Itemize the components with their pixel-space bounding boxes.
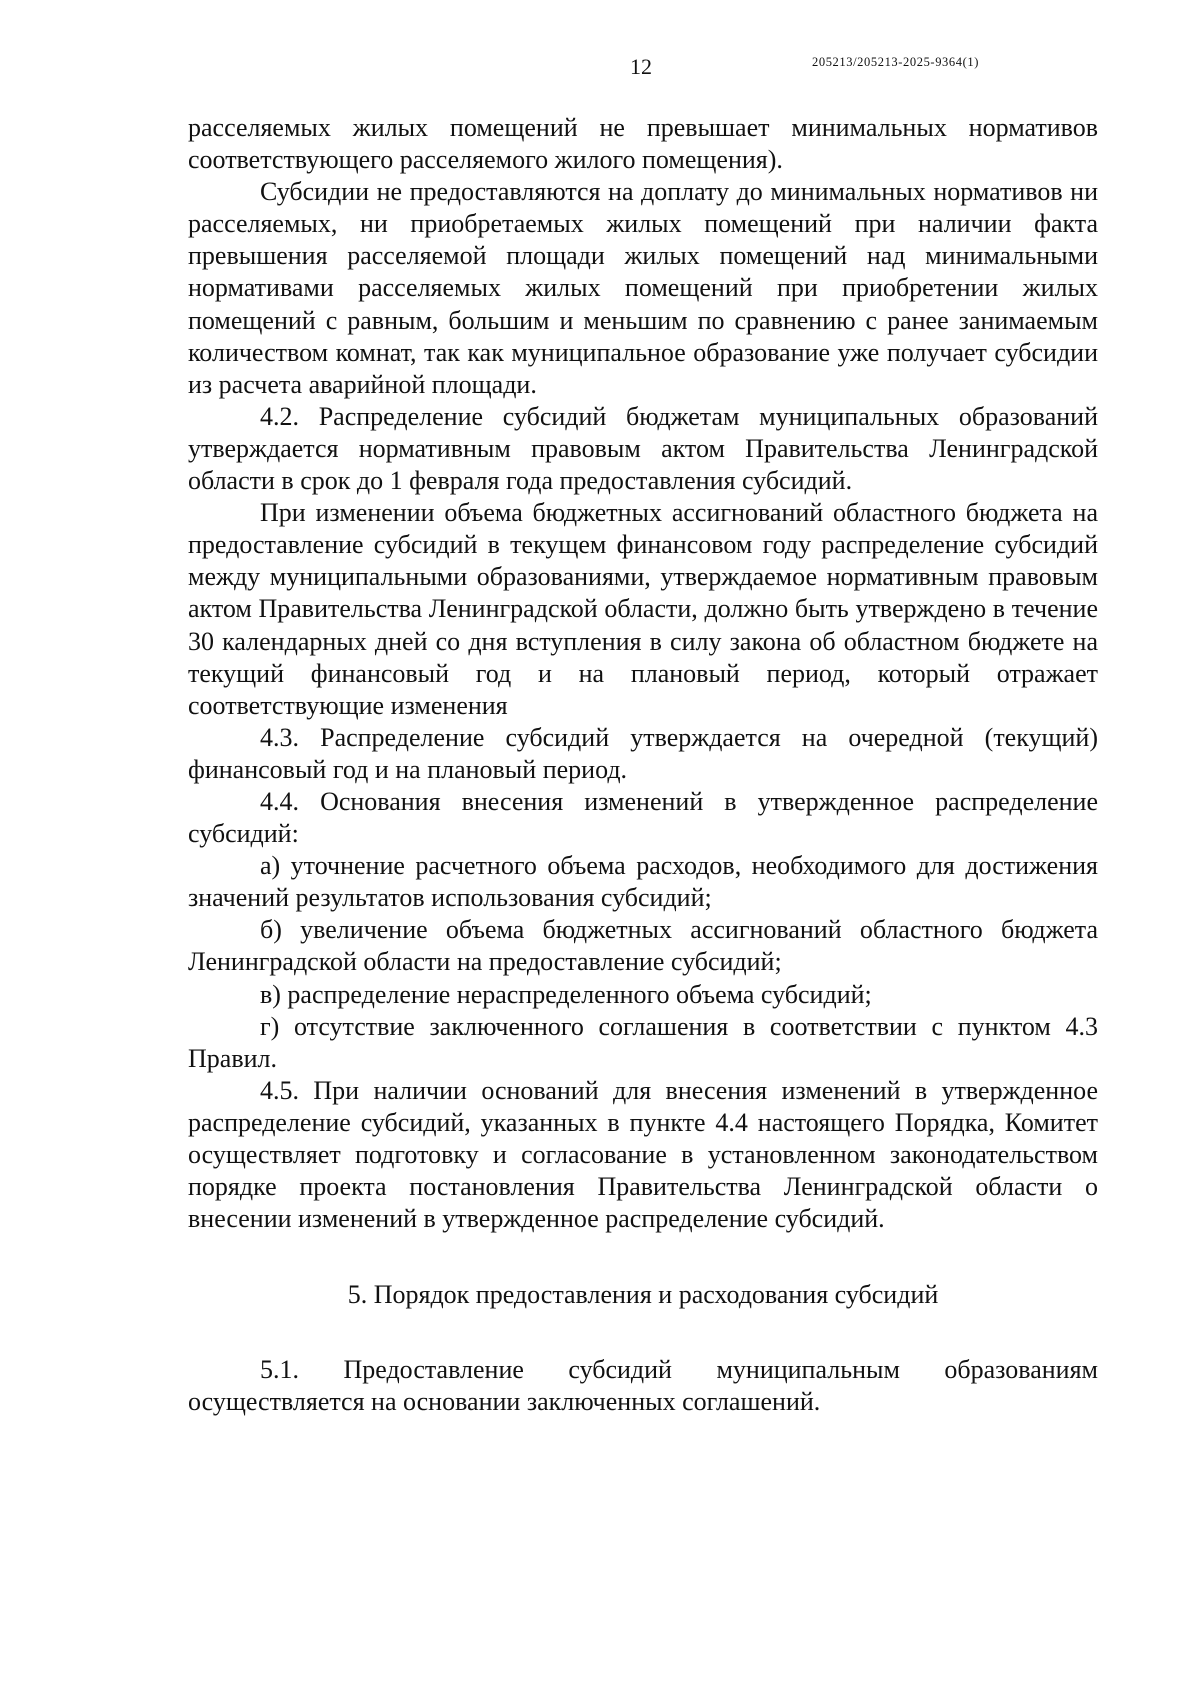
paragraph-4-4: 4.4. Основания внесения изменений в утвержденное распределение субсидий: xyxy=(188,786,1098,849)
section-heading: 5. Порядок предоставления и расходования субсидий xyxy=(347,1280,939,1310)
list-item-g: г) отсутствие заключенного соглашения в соответствии с пунктом 4.3 Правил. xyxy=(188,1011,1098,1073)
list-item-v: в) распределение нераспределенного объема субсидий; xyxy=(260,979,872,1009)
document-body xyxy=(188,112,1098,1418)
page-number: 12 xyxy=(630,54,652,79)
document-code: 205213/205213-2025-9364(1) xyxy=(812,55,979,69)
list-item-b: б) увеличение объема бюджетных ассигнований областного бюджета Ленинградской области на предоставление субсидий; xyxy=(188,915,1098,977)
paragraph-4-5: 4.5. При наличии оснований для внесения изменений в утвержденное распределение субсидий, указанных в пункте 4.4 настоящего Порядка, Комитет осуществляет подготовку и согласование в установленном законодательством порядке проекта постановления Правительства Ленинградской области о внесении изменений в утвержденное распределение субсидий. xyxy=(188,1075,1098,1234)
list-item-a: а) уточнение расчетного объема расходов, необходимого для достижения значений результатов использования субсидий; xyxy=(188,851,1098,913)
paragraph-4-2: 4.2. Распределение субсидий бюджетам муниципальных образований утверждается нормативным правовым актом Правительства Ленинградской области в срок до 1 февраля года предоставления субсидий. xyxy=(188,401,1098,496)
paragraph: расселяемых жилых помещений не превышает минимальных нормативов соответствующего расселяемого жилого помещения). xyxy=(188,113,1098,175)
paragraph: Субсидии не предоставляются на доплату до минимальных нормативов ни расселяемых, ни приобретаемых жилых помещений при наличии факта превышения расселяемой площади жилых помещений над минимальными нормативами расселяемых жилых помещений при приобретении жилых помещений с равным, большим и меньшим по сравнению с ранее занимаемым количеством комнат, так как муниципальное образование уже получает субсидии из расчета аварийной площади. xyxy=(188,177,1098,399)
paragraph-5-1: 5.1. Предоставление субсидий муниципальным образованиям осуществляется на основании заключенных соглашений. xyxy=(188,1355,1098,1417)
paragraph: При изменении объема бюджетных ассигнований областного бюджета на предоставление субсидий в текущем финансовом году распределение субсидий между муниципальными образованиями, утверждаемое нормативным правовым актом Правительства Ленинградской области, должно быть утверждено в течение 30 календарных дней со дня вступления в силу закона об областном бюджете на текущий финансовый год и на плановый период, который отражает соответствующие изменения xyxy=(188,498,1098,720)
paragraph-4-3: 4.3. Распределение субсидий утверждается на очередной (текущий) финансовый год и на плановый период. xyxy=(188,722,1098,784)
